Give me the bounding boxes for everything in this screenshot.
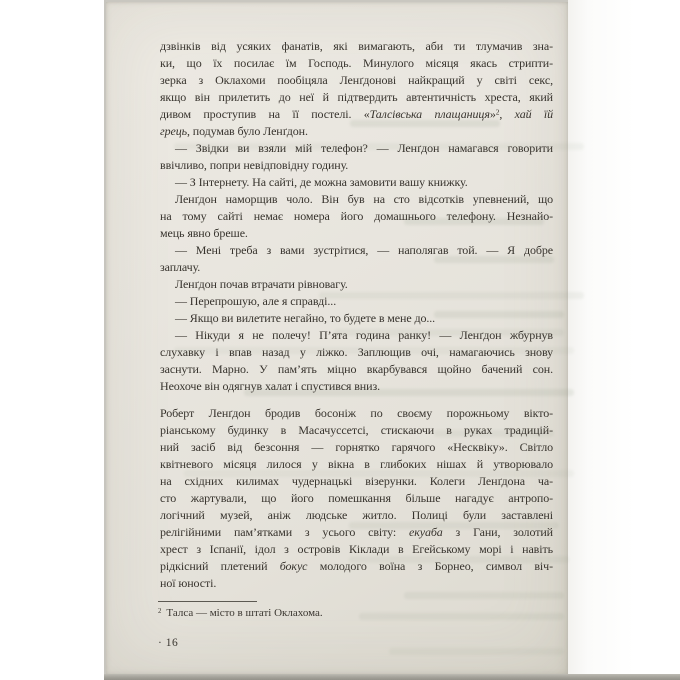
text-segment: слухавку і впав назад у ліжко. Заплющив очі, намагаючись знову xyxy=(160,345,553,359)
text-segment: — З Інтернету. На сайті, де можна замовити вашу книжку. xyxy=(175,175,468,189)
text-line xyxy=(160,439,553,456)
text-line xyxy=(160,174,553,191)
page-text-block xyxy=(160,38,553,592)
text-line xyxy=(160,327,553,344)
text-line xyxy=(160,524,553,541)
text-segment: Неохоче він одягнув халат і спустився вниз. xyxy=(160,379,380,393)
text-line xyxy=(160,225,553,242)
text-line xyxy=(160,473,553,490)
italic-text: екуаба xyxy=(408,525,443,539)
page-left-edge xyxy=(104,0,106,674)
text-line xyxy=(160,191,553,208)
text-segment: релігійними пам’ятками з усього світу: xyxy=(160,525,409,539)
bleed-through-ghost xyxy=(389,648,564,655)
text-line xyxy=(160,38,553,55)
text-segment: ріанському будинку в Масачуссетсі, стискаючи в руках традицій- xyxy=(160,423,553,437)
text-line xyxy=(160,208,553,225)
book-bottom-edge xyxy=(104,674,680,680)
text-line xyxy=(160,344,553,361)
text-segment: — Нікуди я не полечу! П’ята година ранку! — Ленґдон жбурнув xyxy=(175,328,553,342)
text-segment: дзвінків від усяких фанатів, які вимагають, аби ти тлумачив зна- xyxy=(160,39,553,53)
text-segment: зерка з Оклахоми пообіцяла Ленґдонові найкращий у світі секс, xyxy=(160,73,553,87)
paragraph xyxy=(160,276,553,293)
footnote-reference: 2 xyxy=(495,107,500,117)
text-segment: сто жартували, що його помешкання більше нагадує антропо- xyxy=(160,491,553,505)
text-segment: — Звідки ви взяли мій телефон? — Ленґдон намагався говорити xyxy=(175,141,553,155)
text-segment: логічний музей, аніж людське житло. Полиці були заставлені xyxy=(160,508,553,522)
text-segment: дивом проступив на її постелі. « xyxy=(160,107,370,121)
text-line xyxy=(160,310,553,327)
text-segment: ввічливо, попри невідповідну годину. xyxy=(160,158,349,172)
italic-text: Талсівська плащаниця xyxy=(369,107,490,121)
text-segment: з Гани, золотий xyxy=(442,525,553,539)
footnote-rule xyxy=(158,601,257,602)
italic-text: хай їй xyxy=(514,107,553,121)
text-line xyxy=(160,575,553,592)
bleed-through-ghost xyxy=(404,592,564,599)
paragraph xyxy=(160,405,553,592)
paragraph xyxy=(160,140,553,174)
text-line xyxy=(160,378,553,395)
scan-background-right xyxy=(568,0,680,680)
book-page xyxy=(104,0,568,674)
italic-text: бокус xyxy=(279,559,308,573)
text-line xyxy=(160,55,553,72)
text-line xyxy=(160,123,553,140)
footnote-text: Талса — місто в штаті Оклахома. xyxy=(166,607,323,619)
text-line xyxy=(160,157,553,174)
text-segment: мець явно бреше. xyxy=(160,226,248,240)
text-segment: квітневого місяця лилося у вікна в глибоких нішах й утворювало xyxy=(160,457,553,471)
text-segment: рідкісний плетений xyxy=(160,559,280,573)
text-segment: на тому сайті немає номера його домашнього телефону. Незнайо- xyxy=(160,209,553,223)
text-segment: молодого воїна з Борнео, символ віч- xyxy=(307,559,553,573)
text-segment: , xyxy=(499,107,515,121)
text-segment: , подумав було Ленґдон. xyxy=(186,124,308,138)
italic-text: грець xyxy=(160,124,187,138)
paragraph xyxy=(160,191,553,242)
paragraph xyxy=(160,293,553,310)
text-line xyxy=(160,422,553,439)
text-line xyxy=(160,72,553,89)
text-segment: Ленґдон почав втрачати рівновагу. xyxy=(175,277,348,291)
footnote-marker: 2 xyxy=(158,607,162,615)
scan-background-left xyxy=(0,0,104,680)
text-segment: — Перепрошую, але я справді... xyxy=(175,294,337,308)
paragraph xyxy=(160,174,553,191)
text-line xyxy=(160,405,553,422)
text-line xyxy=(160,89,553,106)
text-segment: якщо він прилетить до неї й підтвердить автентичність хреста, який xyxy=(160,90,553,104)
page-number: · 16 xyxy=(158,637,179,649)
text-segment: на східних килимах чудернацькі візерунки. Колеги Ленґдона ча- xyxy=(160,474,553,488)
text-line xyxy=(160,259,553,276)
text-segment: » xyxy=(489,107,496,121)
text-line xyxy=(160,276,553,293)
paragraph xyxy=(160,327,553,395)
paragraph xyxy=(160,242,553,276)
footnote xyxy=(158,607,551,619)
text-line xyxy=(160,507,553,524)
text-line xyxy=(160,242,553,259)
text-segment: заснути. Марно. У пам’ять міцно вкарбувався щойно бачений сон. xyxy=(160,362,553,376)
text-line xyxy=(160,541,553,558)
page-top-edge xyxy=(104,0,568,2)
text-segment: ки, що їх посилає їм Господь. Минулого місяця якась стрипти- xyxy=(160,56,553,70)
text-line xyxy=(160,456,553,473)
text-line xyxy=(160,490,553,507)
text-segment: ний засіб від безсоння — горнятко гарячого «Несквіку». Світло xyxy=(160,440,553,454)
text-segment: Роберт Ленґдон бродив босоніж по своєму порожньому вікто- xyxy=(160,406,553,420)
text-segment: — Мені треба з вами зустрітися, — наполягав той. — Я добре xyxy=(175,243,553,257)
text-line xyxy=(160,558,553,575)
text-line xyxy=(160,293,553,310)
paragraph xyxy=(160,310,553,327)
text-line xyxy=(160,361,553,378)
paragraph xyxy=(160,38,553,140)
text-segment: хрест з Іспанії, ідол з островів Кіклади в Егейському морі і навіть xyxy=(160,542,553,556)
text-segment: — Якщо ви вилетите негайно, то будете в мене до... xyxy=(175,311,436,325)
text-segment: Ленґдон наморщив чоло. Він був на сто відсотків упевнений, що xyxy=(175,192,553,206)
text-line xyxy=(160,140,553,157)
text-segment: заплачу. xyxy=(160,260,201,274)
text-line xyxy=(160,106,553,123)
text-segment: ної юності. xyxy=(160,576,217,590)
